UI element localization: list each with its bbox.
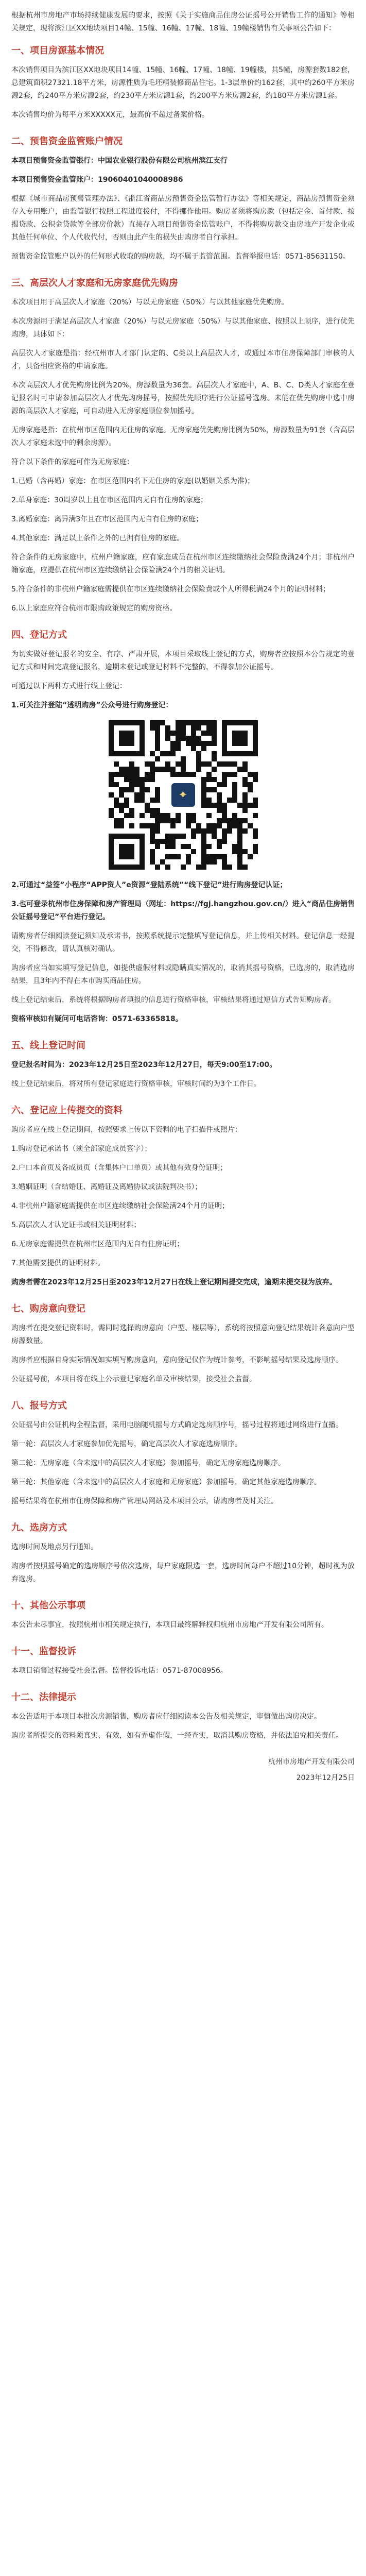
section-4-p8: 线上登记结束后，系统将根据购房者填报的信息进行资格审核，审核结果将通过短信方式告知购房者。: [11, 996, 336, 1004]
section-3-p12: 5.符合条件的非杭州户籍家庭需提供在市区连续缴纳社会保险费或个人所得税满24个月的证明材料；: [11, 585, 330, 594]
section-10-title: 十、其他公示事项: [11, 1600, 85, 1611]
section-4-p2: 可通过以下两种方式进行线上登记：: [11, 682, 127, 690]
qr-code-image[interactable]: [109, 720, 258, 870]
section-9-p2: 购房者按照摇号确定的选房顺序号依次选房，每户家庭限选一套，选房时间每户不超过10分钟，超时视为放弃选房。: [11, 1562, 355, 1583]
section-3-p8: 2.单身家庭：30周岁以上且在市区范围内无自有住房的家庭；: [11, 496, 208, 504]
section-8-p2: 第一轮：高层次人才家庭参加优先摇号，确定高层次人才家庭选房顺序。: [11, 1440, 242, 1448]
section-3-title: 三、高层次人才家庭和无房家庭优先购房: [11, 278, 178, 289]
footer-date: 2023年12月25日: [296, 1774, 355, 1782]
section-6-p4: 3.婚姻证明（含结婚证、离婚证及离婚协议或法院判决书）；: [11, 1183, 202, 1191]
section-3-p2: 本次房源用于满足高层次人才家庭（20%）与以无房家庭（50%）与以其他家庭、按照以上顺序，进行优先购房，具体如下：: [11, 317, 355, 338]
section-6-p9: 购房者需在2023年12月25日至2023年12月27日在线上登记期间提交完成，逾期未提交视为放弃。: [11, 1278, 337, 1286]
section-5-title: 五、线上登记时间: [11, 1040, 85, 1051]
qr-logo-icon: [169, 781, 197, 809]
qr-logo-glyph: ✦: [178, 788, 188, 802]
section-7-p2: 购房者应根据自身实际情况如实填写购房意向，意向登记仅作为统计参考，不影响摇号结果及选房顺序。: [11, 1356, 343, 1364]
section-9-title: 九、选房方式: [11, 1522, 67, 1533]
section-8-title: 八、报号方式: [11, 1400, 67, 1411]
section-4-p7: 购房者应当如实填写登记信息，如提供虚假材料或隐瞒真实情况的，取消其摇号资格，已选房的，取消选房结果，且3年内不得在本市购买商品住房。: [11, 964, 355, 985]
section-1-p2: 本次销售均价为每平方米XXXXX元，最高价不超过备案价格。: [11, 111, 209, 119]
footer-company: 杭州市房地产开发有限公司: [268, 1758, 355, 1766]
section-3-p3: 高层次人才家庭是指：经杭州市人才部门认定的、C类以上高层次人才，或通过本市住房保障部门审核的人才，具备相应资格的申请家庭。: [11, 349, 355, 370]
section-3-p9: 3.离婚家庭：离异满3年且在市区范围内无自有住房的家庭；: [11, 515, 203, 523]
section-12-p2: 购房者所提交的资料须真实、有效，如有弄虚作假，一经查实，取消其购房资格，并依法追究相关责任。: [11, 1732, 343, 1740]
section-6-p6: 5.高层次人才认定证书或相关证明材料；: [11, 1221, 141, 1229]
section-4-p1: 为切实做好登记报名的安全、有序、严肃开展，本项目采取线上登记的方式，购房者应按照本公告规定的登记方式和时间完成登记报名，逾期未登记或登记材料不完整的，不得参加公证摇号。: [11, 650, 355, 671]
section-12-title: 十二、法律提示: [11, 1692, 76, 1703]
section-6-p5: 4.非杭州户籍家庭需提供在市区连续缴纳社会保险满24个月的证明；: [11, 1202, 230, 1210]
section-4-method-3: 3.也可登录杭州市住房保障和房产管理局（网址：https://fgj.hangzhou.gov.cn/）进入“商品住房销售公证摇号登记”平台进行登记。: [11, 900, 355, 921]
section-6-title: 六、登记应上传提交的资料: [11, 1105, 123, 1116]
section-4-p6: 请购房者仔细阅读登记须知及承诺书，按照系统提示完整填写登记信息，并上传相关材料。登记信息一经提交，不得修改，请认真核对确认。: [11, 932, 355, 953]
section-2-account: 本项目预售资金监管账户：19060401040008986: [11, 176, 183, 184]
section-12-p1: 本公告适用于本项目本批次房源销售，购房者应仔细阅读本公告及相关规定，审慎做出购房决定。: [11, 1713, 321, 1721]
intro-paragraph: 根据杭州市房地产市场持续健康发展的要求，按照《关于实施商品住房公证摇号公开销售工作的通知》等相关规定，现将滨江区XX地块项目14幢、15幢、16幢、17幢、18幢、19幢楼销售有关事项公告如下：: [11, 11, 355, 32]
section-11-title: 十一、监督投诉: [11, 1646, 76, 1657]
section-6-p3: 2.户口本首页及各成员页（含集体户口单页）或其他有效身份证明；: [11, 1164, 228, 1172]
section-2-p3: 根据《城市商品房预售管理办法》、《浙江省商品房预售资金监管暂行办法》等相关规定，商品房预售资金须存入专用账户，由监管银行按照工程进度拨付，不得挪作他用。购房者须将购房款（包括定金、首付款、按揭贷款、公积金贷款等全部房价款）直接存入项目预售资金监管账户，不得将购房款交由房地产开发企业或其他任何单位、个人代收代付，否则由此产生的损失由购房者自行承担。: [11, 195, 355, 242]
section-4-title: 四、登记方式: [11, 630, 67, 640]
section-2-p4: 预售资金监管账户以外的任何形式收取的购房款，均不属于监管范围。监督举报电话：0571-85631150。: [11, 252, 350, 261]
section-1-title: 一、项目房源基本情况: [11, 45, 104, 56]
signature-block: [11, 1756, 355, 1785]
section-8-p5: 摇号结果将在杭州市住房保障和房产管理局网站及本项目公示，请购房者及时关注。: [11, 1497, 278, 1505]
section-6-p8: 7.其他需要提供的证明材料。: [11, 1259, 105, 1267]
section-2-title: 二、预售资金监管账户情况: [11, 136, 123, 147]
section-3-p5: 无房家庭是指：在杭州市区范围内无住房的家庭。无房家庭优先购房比例为50%，房源数量为91套（含高层次人才家庭未选中的剩余房源）。: [11, 426, 355, 447]
section-6-p2: 1.购房登记承诺书（须全部家庭成员签字）；: [11, 1145, 152, 1153]
section-4-phone: 资格审核如有疑问可电话咨询：0571-63365818。: [11, 1015, 183, 1023]
section-4-method-1: 1.可关注并登陆“透明购房”公众号进行购房登记：: [11, 701, 173, 709]
section-6-p7: 6.无房家庭需提供在杭州市区范围内无自有住房证明；: [11, 1240, 184, 1248]
section-9-p1: 选房时间及地点另行通知。: [11, 1543, 98, 1551]
section-7-title: 七、购房意向登记: [11, 1303, 85, 1314]
section-11-p1: 本项目销售过程接受社会监督。监督投诉电话：0571-87008956。: [11, 1667, 228, 1675]
section-8-p4: 第三轮：其他家庭（含未选中的高层次人才家庭和无房家庭）参加摇号，确定其他家庭选房顺序。: [11, 1478, 321, 1486]
section-4-method-2: 2.可通过“益签”小程序“APP资人”e资源“登陆系统”“线下登记”进行购房登记认证；: [11, 881, 287, 889]
section-6-p1: 购房者应在线上登记期间，按照要求上传以下资料的电子扫描件或照片：: [11, 1126, 242, 1134]
section-2-bank: 本项目预售资金监管银行：中国农业银行股份有限公司杭州滨江支行: [11, 157, 228, 165]
section-7-p3: 公证摇号前，本项目将在线上公示登记家庭名单及审核结果，接受社会监督。: [11, 1375, 256, 1383]
section-3-p10: 4.其他家庭：满足以上条件之外的已拥有住房的家庭。: [11, 534, 184, 543]
section-3-p13: 6.以上家庭应符合杭州市限购政策规定的购房资格。: [11, 604, 177, 613]
section-1-p1: 本次销售项目为滨江区XX地块项目14幢、15幢、16幢、17幢、18幢、19幢楼，共5幢，房源套数182套，总建筑面积27321.18平方米，房源性质为毛坯精装修商品住宅。1-3层单价约162套，其中约260平方米房源2套，约240平方米房源2套，约230平方米房源1套，约200平方米房源2套，约180平方米房源1套。: [11, 66, 355, 100]
section-8-p1: 公证摇号由公证机构全程监督，采用电脑随机摇号方式确定选房顺序号，摇号过程将通过网络进行直播。: [11, 1421, 343, 1429]
section-3-p11: 符合条件的无房家庭中，杭州户籍家庭，应有家庭成员在杭州市区连续缴纳社会保险费满24个月；非杭州户籍家庭，应提供在杭州市区连续缴纳社会保险满24个月的相关证明。: [11, 553, 355, 574]
section-3-p6: 符合以下条件的家庭可作为无房家庭：: [11, 458, 134, 466]
section-7-p1: 购房者在提交登记资料时，需同时选择购房意向（户型、楼层等），系统将按照意向登记结果统计各意向户型房源数量。: [11, 1324, 355, 1345]
section-10-p1: 本公告未尽事宜，按照杭州市相关规定执行，本项目最终解释权归杭州市房地产开发有限公司所有。: [11, 1621, 328, 1629]
section-3-p1: 本次项目用于高层次人才家庭（20%）与以无房家庭（50%）与以其他家庭优先购房。: [11, 298, 289, 307]
section-5-p2: 线上登记结束后，将对所有登记家庭进行资格审核，审核时间约为3个工作日。: [11, 1080, 261, 1088]
section-3-p4: 本次高层次人才优先购房比例为20%，房源数量为36套。高层次人才家庭中，A、B、C、D类人才家庭在登记报名时可申请参加高层次人才优先购房摇号，按照优先顺序进行公证摇号选房。未能在优先购房中选中房源的高层次人才家庭，可自动进入无房家庭顺位参加摇号。: [11, 381, 355, 415]
section-8-p3: 第二轮：无房家庭（含未选中的高层次人才家庭）参加摇号，确定无房家庭选房顺序。: [11, 1459, 285, 1467]
section-5-p1: 登记报名时间为：2023年12月25日至2023年12月27日，每天9:00至17:00。: [11, 1061, 277, 1069]
section-3-p7: 1.已婚（含再婚）家庭：在市区范围内名下无住房的家庭(以婚姻关系为准)；: [11, 477, 255, 485]
